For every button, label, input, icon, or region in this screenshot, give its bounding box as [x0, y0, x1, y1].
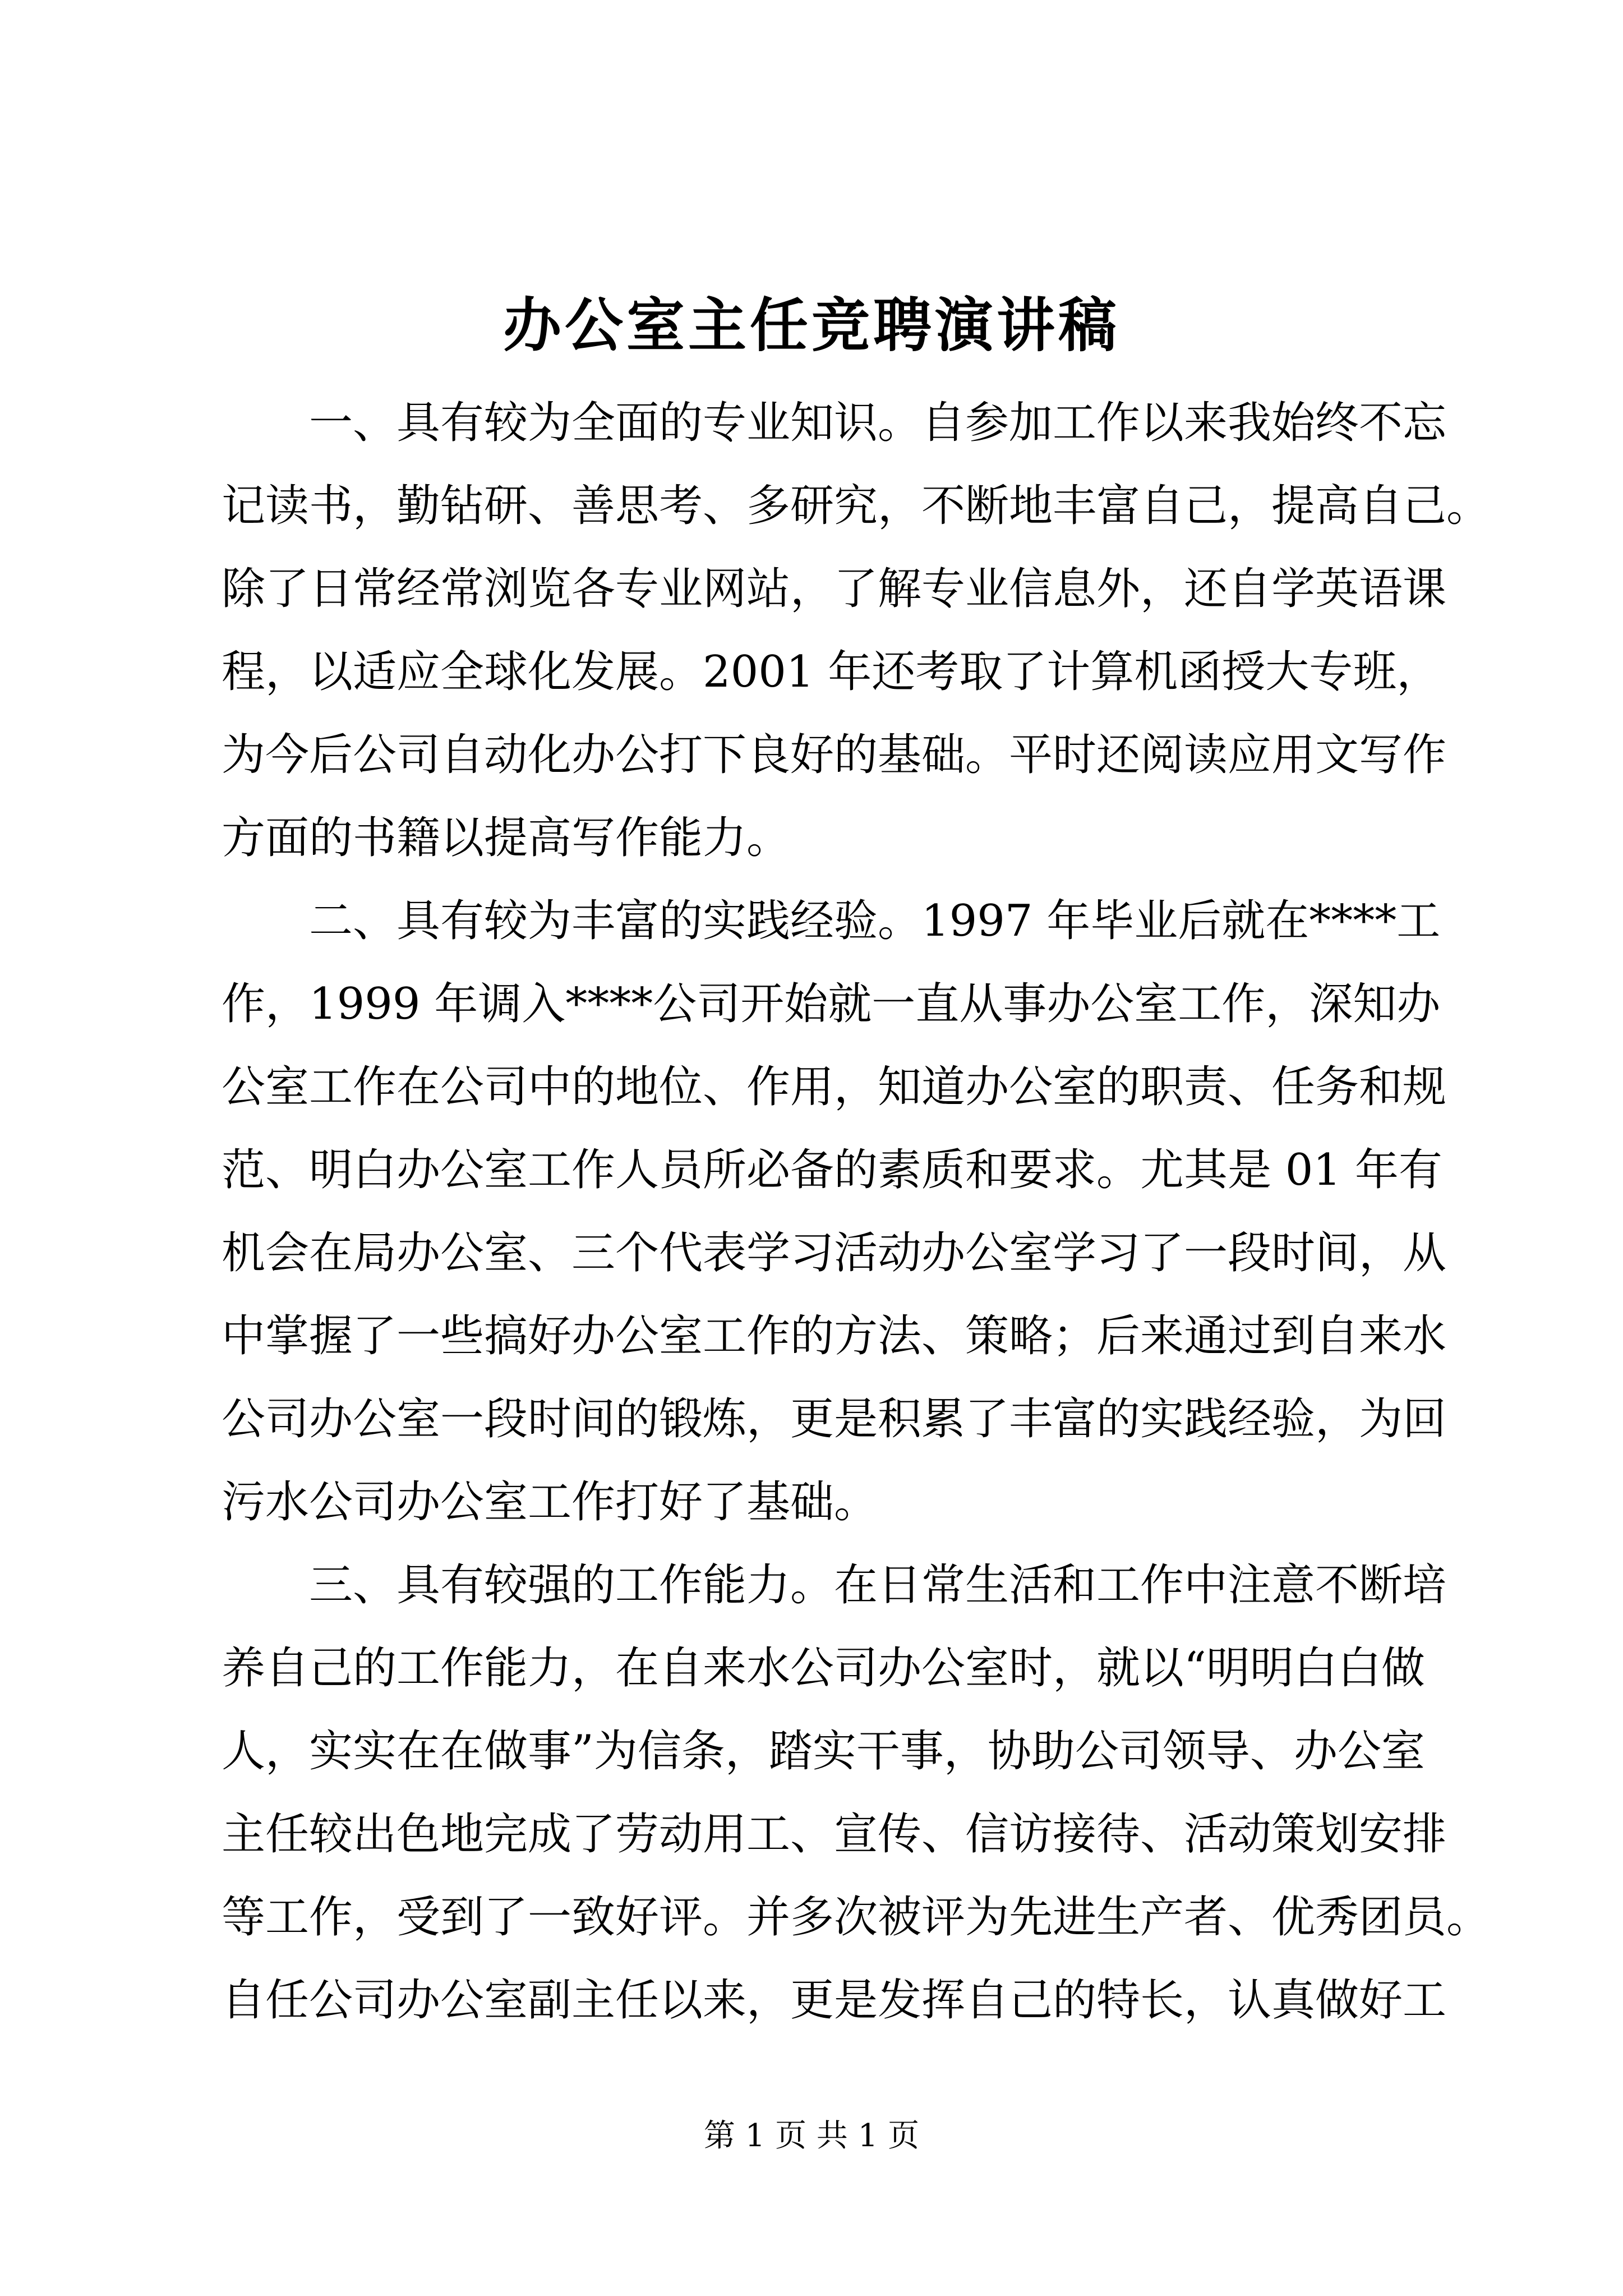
body-line: 范、明白办公室工作人员所必备的素质和要求。尤其是 01 年有 [222, 1145, 1442, 1195]
body-line: 三、具有较强的工作能力。在日常生活和工作中注意不断培 [222, 1560, 1447, 1611]
body-line: 公司办公室一段时间的锻炼，更是积累了丰富的实践经验，为回 [222, 1394, 1447, 1444]
body-line: 等工作，受到了一致好评。并多次被评为先进生产者、优秀团员。 [222, 1892, 1491, 1943]
document-body [222, 381, 1491, 2042]
document-title: 办公室主任竞聘演讲稿 [502, 291, 1120, 360]
body-line: 一、具有较为全面的专业知识。自参加工作以来我始终不忘 [222, 398, 1447, 448]
body-line: 中掌握了一些搞好办公室工作的方法、策略；后来通过到自来水 [222, 1311, 1447, 1361]
body-line: 二、具有较为丰富的实践经验。1997 年毕业后就在****工 [222, 896, 1441, 946]
body-line: 主任较出色地完成了劳动用工、宣传、信访接待、活动策划安排 [222, 1809, 1447, 1860]
body-line: 公室工作在公司中的地位、作用，知道办公室的职责、任务和规 [222, 1062, 1447, 1112]
body-line: 养自己的工作能力，在自来水公司办公室时，就以“明明白白做 [222, 1643, 1425, 1694]
body-line: 污水公司办公室工作打好了基础。 [222, 1477, 878, 1527]
body-line: 除了日常经常浏览各专业网站，了解专业信息外，还自学英语课 [222, 564, 1447, 614]
body-line: 自任公司办公室副主任以来，更是发挥自己的特长，认真做好工 [222, 1975, 1447, 2026]
body-line: 机会在局办公室、三个代表学习活动办公室学习了一段时间，从 [222, 1228, 1447, 1278]
body-line: 为今后公司自动化办公打下良好的基础。平时还阅读应用文写作 [222, 730, 1447, 780]
body-line: 方面的书籍以提高写作能力。 [222, 813, 791, 863]
body-line: 作，1999 年调入****公司开始就一直从事办公室工作，深知办 [222, 979, 1441, 1029]
body-line: 程，以适应全球化发展。2001 年还考取了计算机函授大专班， [222, 647, 1441, 697]
body-line: 人，实实在在做事”为信条，踏实干事，协助公司领导、办公室 [222, 1726, 1425, 1777]
body-line: 记读书，勤钻研、善思考、多研究，不断地丰富自己，提高自己。 [222, 481, 1491, 531]
page-footer: 第 1 页 共 1 页 [703, 2118, 920, 2154]
